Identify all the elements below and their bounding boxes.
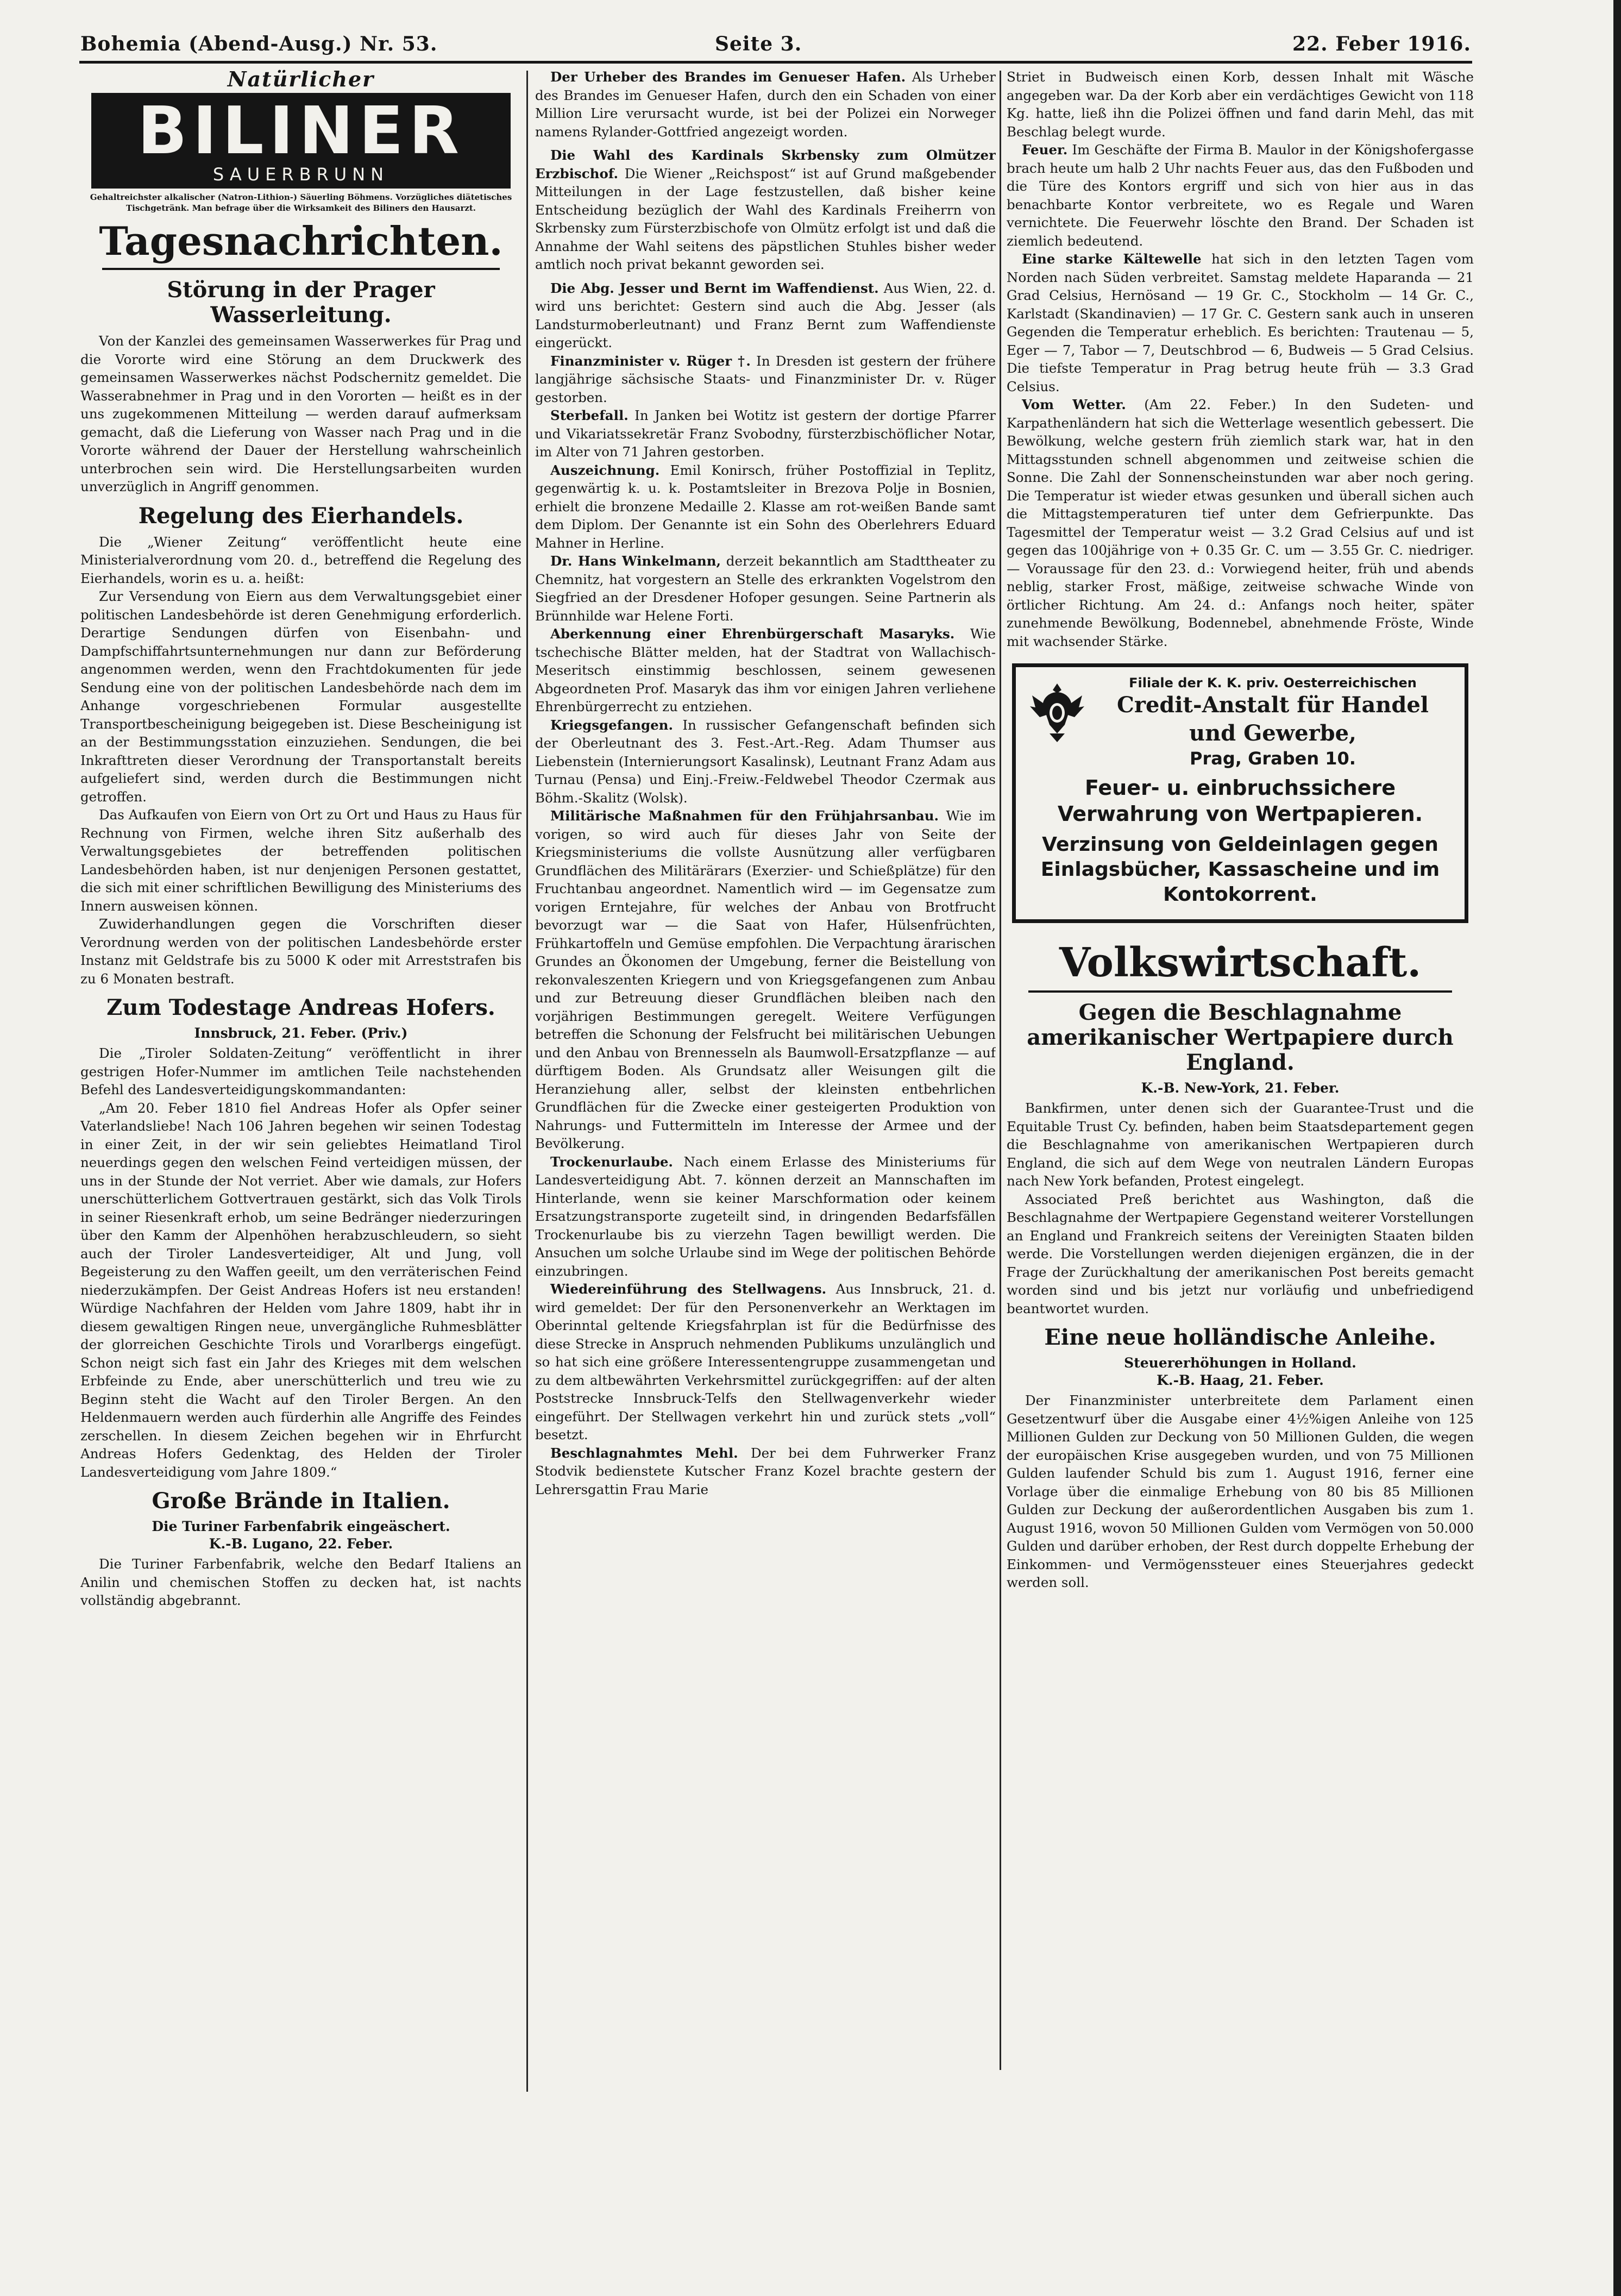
section-title-tagesnachrichten: Tagesnachrichten. — [99, 218, 503, 264]
headline-wertpapiere: Gegen die Beschlagnahme amerikanischer Wertpapiere durch England. — [1027, 1000, 1454, 1075]
item-text: Wie im vorigen, so wird auch für dieses Jahr von Seite der Kriegsministeriums die vollste Ausnützung aller verfügbaren Grundflächen des Militärärars (Exerzier- und Schießplätze) für den Fruchtanbau angeordnet. Namentlich wird — im Gegensatze zum vorigen Erntejahre, für welches der Anbau von Brotfrucht bevorzugt war — die Saat von Hafer, Hülsenfrüchten, Frühkartoffeln und Gemüse empfohlen. Die Verpachtung ärarischen Grundes an Ökonomen der Umgebung, ferner die Beistellung von rekonvaleszenten Kriegern und von Kriegsgefangenen zum Anbau und zur Betreuung dieser Grundflächen bleiben nach den vorjährigen Bestimmungen geregelt. Weitere Verfügungen betreffen die Schonung der Felsfrucht bei militärischen Uebungen und den Anbau von Brennesseln als Baumwoll-Ersatzpflanze — auf dürftigem Boden. Als Grundsatz aller Weisungen gilt die Heranziehung aller, selbst der kleinsten entbehrlichen Grundflächen für die Zwecke einer gesteigerten Produktion von Nahrungs- und Futtermitteln im Interesse der Armee und der Bevölkerung. — [535, 808, 996, 1151]
news-item — [535, 1280, 996, 1444]
news-item — [535, 146, 996, 274]
bank-advertisement — [1012, 663, 1468, 923]
ad-biliner-brand: BILINER — [137, 93, 465, 169]
item-text: Nach einem Erlasse des Ministeriums für Landesverteidigung Abt. 7. können derzeit an Mannschaften im Hinterlande, wenn sie keiner Marschformation oder keinem Ersatzungstransporte zugeteilt sind, in dringenden Bedarfsfällen Trockenurlaube bis zu vierzehn Tagen bewilligt werden. Die Ansuchen um solche Urlaube sind im Wege der politischen Behörde einzubringen. — [535, 1153, 996, 1279]
column-rule-1 — [526, 71, 528, 2092]
article-text: Die Turiner Farbenfabrik, welche den Bedarf Italiens an Anilin und chemischen Stoffen zu decken hat, ist nachts vollständig abgebrannt. — [80, 1556, 522, 1608]
item-text: Die Wiener „Reichspost“ ist auf Grund maßgebender Mitteilungen in der Lage festzustellen, daß bisher keine Entscheidung bezüglich der Wahl des Kardinals Freiherrn von Skrbensky zum Fürsterzbischofe von Olmütz erfolgt ist und daß die Annahme der Wahl seitens des päpstlichen Stuhles bisher weder amtlich noch privat bekannt geworden sei. — [535, 165, 996, 272]
news-item — [535, 1153, 996, 1281]
item-head: Auszeichnung. — [550, 462, 660, 478]
item-text: In Janken bei Wotitz ist gestern der dortige Pfarrer und Vikariatssekretär Franz Svobodny, fürsterzbischöflicher Notar, im Alter von 71 Jahren gestorben. — [535, 407, 996, 460]
page-number: Seite 3. — [715, 33, 802, 55]
item-head: Sterbefall. — [550, 407, 629, 423]
news-item — [1007, 141, 1474, 250]
item-text: (Am 22. Feber.) In den Sudeten- und Karpathenländern hat sich die Wetterlage wesentlich gebessert. Die Bewölkung, welche gestern früh ziemlich stark war, hat in den Mittagsstunden schnell abgenommen und zeitweise schien die Sonne. Die Zahl der Sonnenscheinstunden war aber noch gering. Die Temperatur ist wieder etwas gesunken und überall sichen auch die Mittagstemperaturen tief unter dem Gefrierpunkte. Das Tagesmittel der Temperatur weist — 3.2 Grad Celsius auf und ist gegen das 100jährige von + 0.35 Gr. C. um — 3.55 Gr. C. niedriger. — Voraussage für den 23. d.: Vorwiegend heiter, früh und abends neblig, starker Frost, mäßige, zeitweise schwache Winde von örtlicher Richtung. Am 24. d.: Anfangs noch heiter, später zunehmende Bewölkung, Bodennebel, abnehmende Fröste, Winde mit wachsender Stärke. — [1007, 397, 1474, 649]
ad-biliner-top: Natürlicher — [227, 68, 375, 91]
column-middle — [535, 68, 996, 2067]
item-head: Die Wahl des Kardinals Skrbensky zum Olmützer Erzbischof. — [535, 147, 996, 181]
ad-biliner-box — [91, 93, 511, 189]
scan-edge — [1613, 0, 1621, 2296]
bank-ad-name: Credit-Anstalt für Handel und Gewerbe, — [1117, 692, 1429, 746]
bank-ad-branch: Filiale der K. K. priv. Oesterreichischen — [1129, 675, 1417, 691]
item-head: Feuer. — [1022, 142, 1068, 158]
item-head: Der Urheber des Brandes im Genueser Hafen. — [550, 69, 906, 85]
news-item — [535, 716, 996, 807]
article-text: „Am 20. Feber 1810 fiel Andreas Hofer als Opfer seiner Vaterlandsliebe! Nach 106 Jahren begehen wir seinen Todestag in einer Zeit, in der wir sein geliebtes Heimatland Tirol neuerdings gegen den welschen Feind verteidigen müssen, der uns in der Stunde der Not verriet. Aber wie damals, zur Hofers unerschütterlichem Gottvertrauen gestärkt, sich das Volk Tirols in seiner Riesenkraft erhob, um seine Bedränger niederzuringen über den Kamm der Alpenhöhen herabzuschleudern, so sieht auch der Tiroler Landesverteidiger, Alt und Jung, voll Begeisterung zu den Waffen geeilt, um den verräterischen Feind niederzukämpfen. Der Geist Andreas Hofers ist neu erstanden! Würdige Nachfahren der Helden vom Jahre 1809, habt ihr in diesem gewaltigen Ringen neue, unvergängliche Ruhmesblätter der glorreichen Geschichte Tirols und Vorarlbergs eingefügt. Schon neigt sich fast ein Jahr des Krieges mit dem welschen Erbfeinde zu Ende, aber unerschütterlich und treu wie zu Beginn steht die Wacht auf den Tiroler Bergen. An den Heldenmauern werden auch fürderhin alle Angriffe des Feindes zerschellen. In diesem Zeichen begehen wir in Ehrfurcht Andreas Hofers Gedenktag, des Helden der Tiroler Landesverteidigung vom Jahre 1809.“ — [80, 1100, 522, 1480]
news-item — [535, 406, 996, 461]
news-item — [1007, 250, 1474, 396]
news-item — [535, 552, 996, 625]
item-text: hat sich in den letzten Tagen vom Norden nach Süden verbreitet. Samstag meldete Haparanda — 21 Grad Celsius, Hernösand — 19 Gr. C., Stockholm — 14 Gr. C., Karlstadt (Skandinavien) — 17 Gr. C. Gestern sank auch in unseren Gegenden die Temperatur erheblich. Es berichten: Trautenau — 5, Eger — 7, Tabor — 7, Deutschbrod — 6, Budweis — 5 Grad Celsius. Die tiefste Temperatur in Prag betrug heute früh — 3.3 Grad Celsius. — [1007, 251, 1474, 394]
article-text: Zuwiderhandlungen gegen die Vorschriften dieser Verordnung werden von der politischen Landesbehörde erster Instanz mit Geldstrafe bis zu 5000 K oder mit Arreststrafen bis zu 6 Monaten bestraft. — [80, 916, 522, 987]
item-head: Militärische Maßnahmen für den Frühjahrsanbau. — [550, 808, 939, 824]
item-head: Dr. Hans Winkelmann, — [550, 553, 721, 569]
headline-wasserleitung: Störung in der Prager Wasserleitung. — [167, 277, 435, 328]
column-right — [1007, 68, 1474, 2067]
item-head: Finanzminister v. Rüger †. — [550, 353, 751, 369]
section-title-volkswirtschaft: Volkswirtschaft. — [1059, 939, 1422, 986]
headline-anleihe: Eine neue holländische Anleihe. — [1044, 1325, 1436, 1350]
bank-ad-service-1: Feuer- u. einbruchssichere Verwahrung von Wertpapieren. — [1057, 776, 1423, 826]
item-head: Die Abg. Jesser und Bernt im Waffendienst. — [550, 280, 879, 296]
subheadline: Die Turiner Farbenfabrik eingeäschert. — [152, 1519, 450, 1534]
news-item — [535, 279, 996, 352]
dateline: Innsbruck, 21. Feber. (Priv.) — [194, 1025, 408, 1041]
item-text: derzeit bekanntlich am Stadttheater zu Chemnitz, hat vorgestern an Stelle des erkrankten Vogelstrom den Siegfried an der Dresdener Hofoper gesungen. Seine Partnerin als Brünnhilde war Helene Forti. — [535, 553, 996, 624]
publication-line: Bohemia (Abend-Ausg.) Nr. 53. — [80, 33, 438, 55]
item-text: Emil Konirsch, früher Postoffizial in Teplitz, gegenwärtig k. u. k. Postamtsleiter in Brezova Polje in Bosnien, erhielt die bronzene Medaille 2. Klasse am rot-weißen Bande samt dem Diplom. Der Genannte ist ein Sohn des Oberlehrers Eduard Mahner in Herline. — [535, 462, 996, 551]
subheadline: Steuererhöhungen in Holland. — [1124, 1355, 1356, 1371]
news-item — [535, 68, 996, 141]
masthead-rule — [79, 61, 1472, 64]
dateline: K.-B. Lugano, 22. Feber. — [209, 1536, 393, 1552]
ad-biliner-sub: SAUERBRUNN — [212, 164, 389, 185]
article-text: Die „Wiener Zeitung“ veröffentlicht heute eine Ministerialverordnung vom 20. d., betreffend die Regelung des Eierhandels, worin es u. a. heißt: — [80, 534, 522, 586]
headline-eierhandel: Regelung des Eierhandels. — [138, 503, 464, 529]
article-text: Bankfirmen, unter denen sich der Guarantee-Trust und die Equitable Trust Cy. befinden, haben beim Staatsdepartement gegen die Beschlagnahme von amerikanischen Wertpapieren durch England, die sich auf dem Wege von neutralen Ländern Europas nach New York befanden, Protest eingelegt. — [1007, 1100, 1474, 1189]
news-item — [535, 352, 996, 407]
headline-hofer: Zum Todestage Andreas Hofers. — [106, 995, 495, 1020]
biliner-advertisement — [80, 68, 522, 214]
section-rule — [102, 268, 500, 270]
ad-biliner-note: Gehaltreichster alkalischer (Natron-Lithion-) Säuerling Böhmens. Vorzügliches diätetisches Tischgetränk. Man befrage über die Wirksamkeit des Biliners den Hausarzt. — [90, 192, 512, 213]
article-text: Zur Versendung von Eiern aus dem Verwaltungsgebiet einer politischen Landesbehörde ist deren Genehmigung erforderlich. Derartige Sendungen dürfen von Eisenbahn- und Dampfschiffahrtsunternehmungen nur dann zur Beförderung angenommen werden, wenn den Frachtdokumenten für jede Sendung eine von der politischen Landesbehörde nach dem im Anhange vorgeschriebenen Formular ausgestellte Transportbescheinigung beigegeben ist. Diese Bescheinigung ist an der Bestimmungsstation einzuziehen. Sendungen, die bei Inkrafttreten dieser Verordnung der Transportanstalt bereits aufgeliefert sind, werden durch die Bestimmungen nicht getroffen. — [80, 588, 522, 805]
item-text: Wie tschechische Blätter melden, hat der Stadtrat von Wallachisch-Meseritsch einstimmig beschlossen, seinem gewesenen Abgeordneten Prof. Masaryk das ihm vor einigen Jahren verliehene Ehrenbürgerrecht zu entziehen. — [535, 626, 996, 714]
dateline: K.-B. Haag, 21. Feber. — [1157, 1372, 1324, 1388]
item-head: Wiedereinführung des Stellwagens. — [550, 1281, 827, 1297]
masthead — [80, 33, 1471, 54]
item-text: Im Geschäfte der Firma B. Maulor in der Königshofergasse brach heute um halb 2 Uhr nachts Feuer aus, das den Fußboden und die Türe des Kontors ergriff und sich von hier aus in das benachbarte Kontor verbreitete, wo es Regale und Waren vernichtete. Die Feuerwehr löschte den Brand. Der Schaden ist ziemlich bedeutend. — [1007, 142, 1474, 249]
headline-braende-italien: Große Brände in Italien. — [152, 1488, 450, 1514]
news-item — [535, 807, 996, 1153]
double-eagle-emblem-icon — [1028, 679, 1086, 744]
item-head: Vom Wetter. — [1022, 397, 1126, 412]
news-item — [1007, 396, 1474, 650]
bank-ad-service-2: Verzinsung von Geldeinlagen gegen Einlagsbücher, Kassascheine und im Kontokorrent. — [1040, 833, 1440, 906]
item-text: In Dresden ist gestern der frühere langjährige sächsische Staats- und Finanzminister Dr. v. Rüger gestorben. — [535, 353, 996, 405]
item-text: Aus Innsbruck, 21. d. wird gemeldet: Der für den Personenverkehr an Werktagen im Oberinntal geltende Kriegsfahrplan ist für die Bedürfnisse des diese Strecke in Anspruch nehmenden Publikums unzulänglich und so hat sich eine größere Interessentengruppe zusammengetan und zu dem altbewährten Verkehrsmittel zurückgegriffen: auf der alten Poststrecke Innsbruck-Telfs den Stellwagenverkehr wieder eingeführt. Der Stellwagen verkehrt hin und zurück stets „voll“ besetzt. — [535, 1281, 996, 1442]
item-head: Beschlagnahmtes Mehl. — [550, 1445, 738, 1461]
item-head: Eine starke Kältewelle — [1022, 251, 1202, 267]
item-text: Als Urheber des Brandes im Genueser Hafen, durch den ein Schaden von einer Million Lire verursacht wurde, ist bei der Polizei ein Norweger namens Rylander-Gottfried angezeigt worden. — [535, 69, 996, 140]
column-left — [80, 68, 522, 2067]
news-item — [535, 625, 996, 716]
continued-text: Striet in Budweisch einen Korb, dessen Inhalt mit Wäsche angegeben war. Da der Korb aber ein verdächtiges Gewicht von 118 Kg. hatte, ließ ihn die Polizei öffnen und fand darin Mehl, das mit Beschlag belegt wurde. — [1007, 69, 1474, 140]
bank-ad-address: Prag, Graben 10. — [1190, 748, 1356, 769]
issue-date: 22. Feber 1916. — [1292, 33, 1471, 55]
article-text: Von der Kanzlei des gemeinsamen Wasserwerkes für Prag und die Vororte wird eine Störung an dem Druckwerk des gemeinsamen Wasserwerkes nächst Podschernitz gemeldet. Die Wasserabnehmer in Prag und in den Vororten — heißt es in der uns zugekommenen Mitteilung — werden darauf aufmerksam gemacht, daß die Lieferung von Wasser nach Prag und in die Vororte während der Dauer der Herstellung wahrscheinlich unterbrochen sein wird. Die Herstellungsarbeiten wurden unverzüglich in Angriff genommen. — [80, 333, 522, 494]
news-item — [535, 1444, 996, 1499]
item-head: Aberkennung einer Ehrenbürgerschaft Masaryks. — [550, 626, 955, 642]
item-text: Der bei dem Fuhrwerker Franz Stodvik bedienstete Kutscher Franz Kozel brachte gestern der Lehrersgattin Frau Marie — [535, 1445, 996, 1497]
column-rule-2 — [1000, 71, 1001, 2070]
dateline: K.-B. New-York, 21. Feber. — [1141, 1080, 1340, 1096]
article-text: Der Finanzminister unterbreitete dem Parlament einen Gesetzentwurf über die Ausgabe einer 4½%igen Anleihe von 125 Millionen Gulden zur Deckung von 50 Millionen Gulden, die wegen der europäischen Krise ausgegeben wurden, und von 75 Millionen Gulden laufender Schuld bis zum 1. August 1916, ferner eine Vorlage über die einmalige Erhebung von 80 bis 85 Millionen Gulden zur Deckung der außerordentlichen Ausgaben bis zum 1. August 1916, wovon 50 Millionen Gulden vom Vermögen von 50.000 Gulden und darüber erhoben, der Rest durch doppelte Erhebung der Einkommen- und Vermögenssteuer eines Steuerjahres gedeckt werden soll. — [1007, 1392, 1474, 1590]
article-text: Associated Preß berichtet aus Washington, daß die Beschlagnahme der Wertpapiere Gegenstand weiterer Vorstellungen an England und Frankreich seitens der Vereinigten Staaten bilden werde. Die Vorstellungen werden diejenigen ergänzen, die in der Frage der Zurückhaltung der amerikanischen Post bereits gemacht worden sind und bis jetzt nur vorläufig und unbefriedigend beantwortet wurden. — [1007, 1191, 1474, 1316]
item-head: Kriegsgefangen. — [550, 717, 674, 733]
item-text: In russischer Gefangenschaft befinden sich der Oberleutnant des 3. Fest.-Art.-Reg. Adam Thumser aus Liebenstein (Internierungsort Kasalinsk), Leutnant Franz Adam aus Turnau (Pensa) und Einj.-Freiw.-Feldwebel Theodor Czermak aus Böhm.-Skalitz (Wolsk). — [535, 717, 996, 806]
section-rule — [1028, 990, 1452, 993]
item-text: Aus Wien, 22. d. wird uns berichtet: Gestern sind auch die Abg. Jesser (als Landsturmoberleutnant) und Franz Bernt zum Waffendienste eingerückt. — [535, 280, 996, 350]
news-item — [535, 461, 996, 553]
article-text: Die „Tiroler Soldaten-Zeitung“ veröffentlicht in ihrer gestrigen Hofer-Nummer im amtlichen Teile nachstehenden Befehl des Landesverteidigungskommandanten: — [80, 1045, 522, 1097]
item-head: Trockenurlaube. — [550, 1153, 673, 1170]
article-text: Das Aufkaufen von Eiern von Ort zu Ort und Haus zu Haus für Rechnung von Firmen, welche ihren Sitz außerhalb des Verwaltungsgebietes der betreffenden politischen Landesbehörden haben, ist nur denjenigen Personen gestattet, die sich mit einer schriftlichen Bewilligung des Ministeriums des Innern ausweisen können. — [80, 807, 522, 914]
